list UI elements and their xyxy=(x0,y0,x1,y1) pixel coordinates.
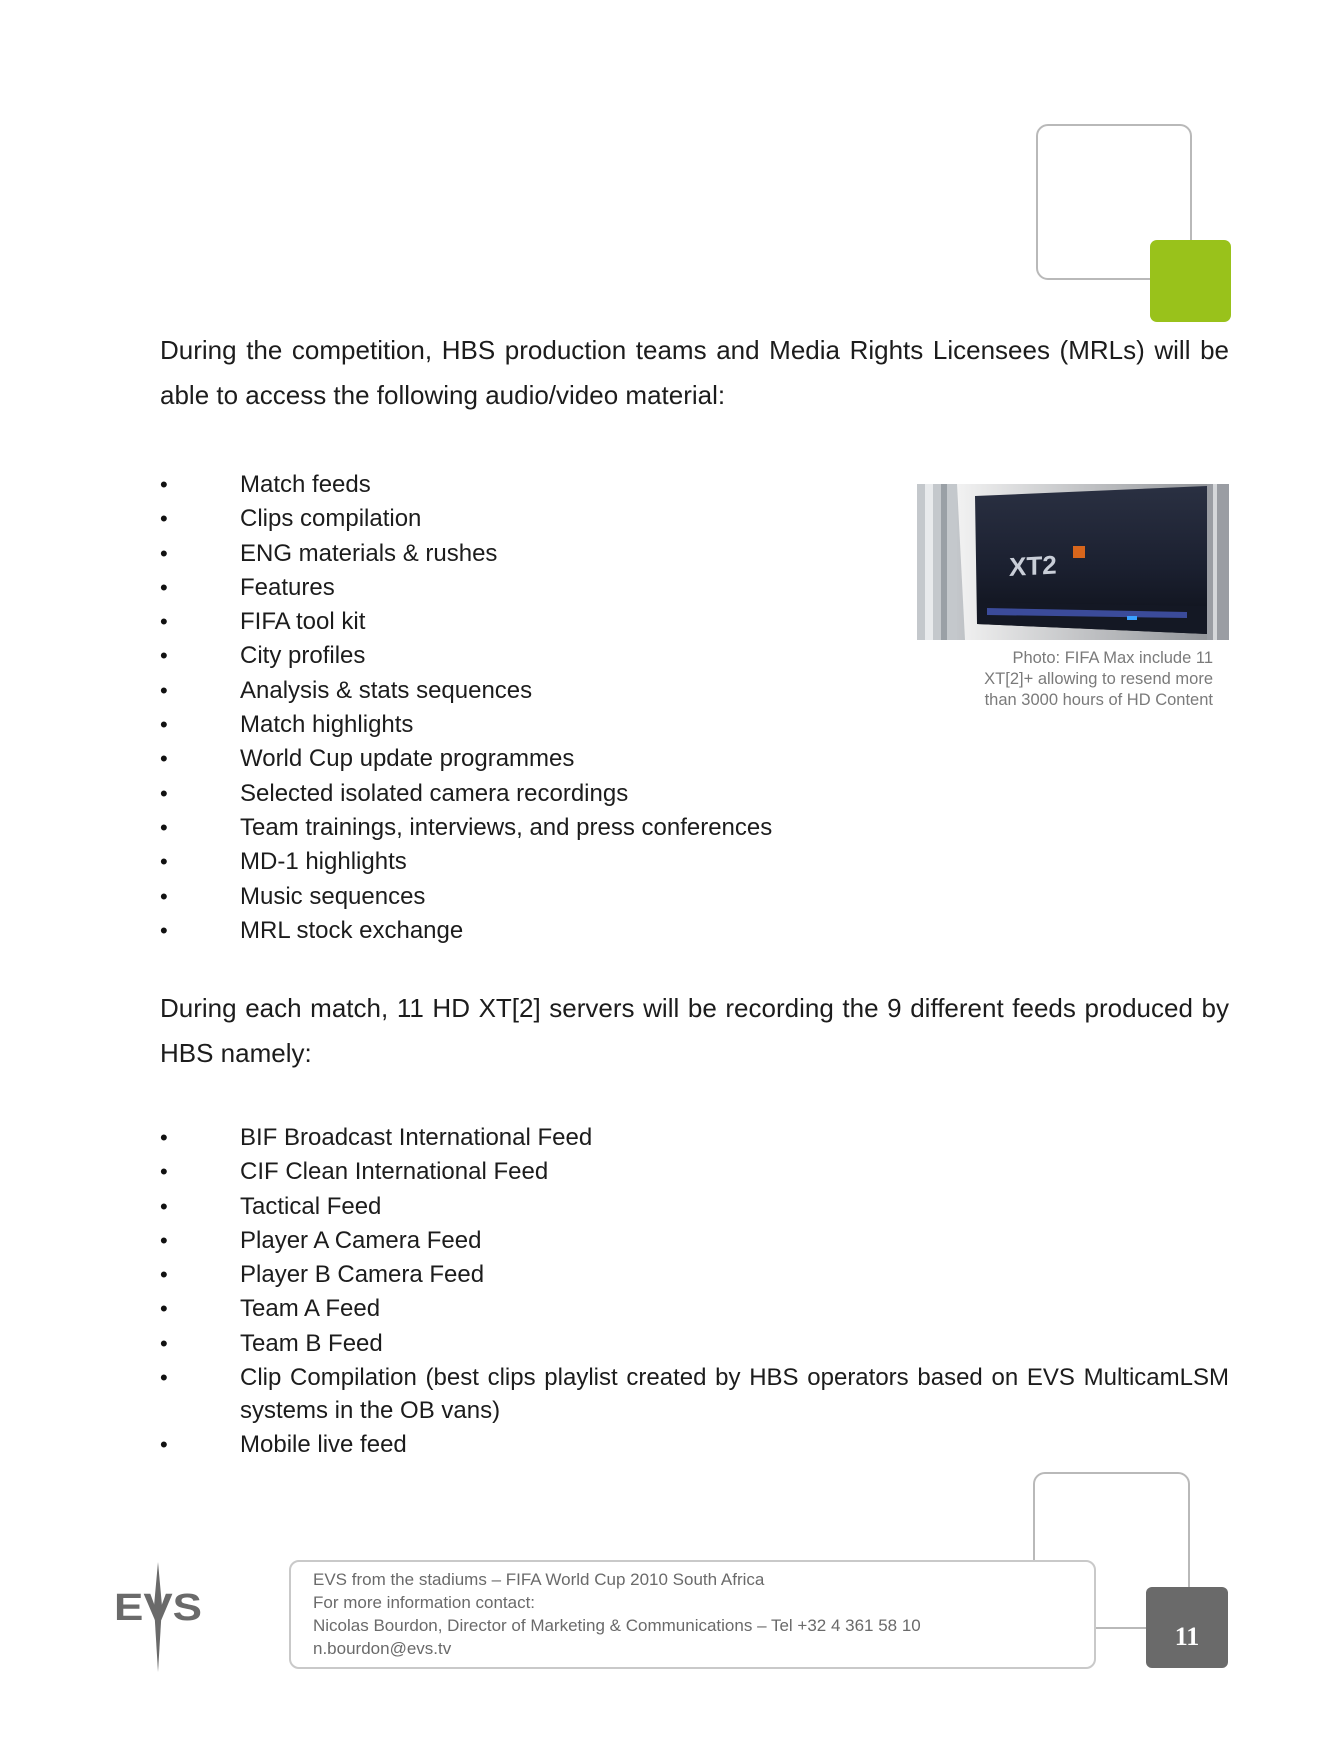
list-item: • Team A Feed xyxy=(160,1292,1229,1326)
xt2-server-photo xyxy=(917,484,1229,640)
list-item: • World Cup update programmes xyxy=(160,742,880,776)
list-item: • Analysis & stats sequences xyxy=(160,674,880,708)
caption-line: XT[2]+ allowing to resend more xyxy=(984,670,1213,688)
evs-logo xyxy=(112,1562,204,1672)
list-item: • CIF Clean International Feed xyxy=(160,1155,1229,1189)
list-item: • Clips compilation xyxy=(160,502,880,536)
list-item: • Player A Camera Feed xyxy=(160,1224,1229,1258)
list-item: • Features xyxy=(160,571,880,605)
footer-contact-text xyxy=(313,1568,1073,1660)
evs-logo-text: EVS xyxy=(114,1587,202,1629)
list-item: • ENG materials & rushes xyxy=(160,537,880,571)
list-item: • City profiles xyxy=(160,639,880,673)
list-item: • Tactical Feed xyxy=(160,1190,1229,1224)
list-item: • Selected isolated camera recordings xyxy=(160,777,880,811)
footer-line: n.bourdon@evs.tv xyxy=(313,1639,452,1658)
header-decor-square-green xyxy=(1150,240,1231,322)
list-item: • Music sequences xyxy=(160,880,880,914)
list-item: • Mobile live feed xyxy=(160,1428,1229,1462)
list-item: • MD-1 highlights xyxy=(160,845,880,879)
list-item: • Team B Feed xyxy=(160,1327,1229,1361)
page-number: 11 xyxy=(1174,1622,1200,1651)
xt2-server-image xyxy=(917,484,1229,640)
feeds-paragraph: During each match, 11 HD XT[2] servers will be recording the 9 different feeds produced by HBS namely: xyxy=(160,993,1229,1068)
caption-line: than 3000 hours of HD Content xyxy=(984,691,1213,709)
footer-line: Nicolas Bourdon, Director of Marketing & Communications – Tel +32 4 361 58 10 xyxy=(313,1616,921,1635)
list-item: • FIFA tool kit xyxy=(160,605,880,639)
footer-line: For more information contact: xyxy=(313,1593,536,1612)
list-item: • BIF Broadcast International Feed xyxy=(160,1121,1229,1155)
footer-line: EVS from the stadiums – FIFA World Cup 2010 South Africa xyxy=(313,1570,765,1589)
photo-caption xyxy=(917,648,1213,711)
list-item: • Match highlights xyxy=(160,708,880,742)
xt2-label: XT2 xyxy=(1009,549,1057,582)
list-item: • Team trainings, interviews, and press conferences xyxy=(160,811,880,845)
list-item: • Clip Compilation (best clips playlist created by HBS operators based on EVS MulticamLSM systems in the OB vans) xyxy=(160,1361,1229,1428)
list-item: • Player B Camera Feed xyxy=(160,1258,1229,1292)
list-item: • Match feeds xyxy=(160,468,880,502)
caption-line: Photo: FIFA Max include 11 xyxy=(1012,649,1213,667)
list-item: • MRL stock exchange xyxy=(160,914,880,948)
material-list xyxy=(160,468,880,948)
feeds-list xyxy=(160,1121,1229,1462)
intro-paragraph: During the competition, HBS production teams and Media Rights Licensees (MRLs) will be able to access the following audio/video material: xyxy=(160,335,1229,410)
